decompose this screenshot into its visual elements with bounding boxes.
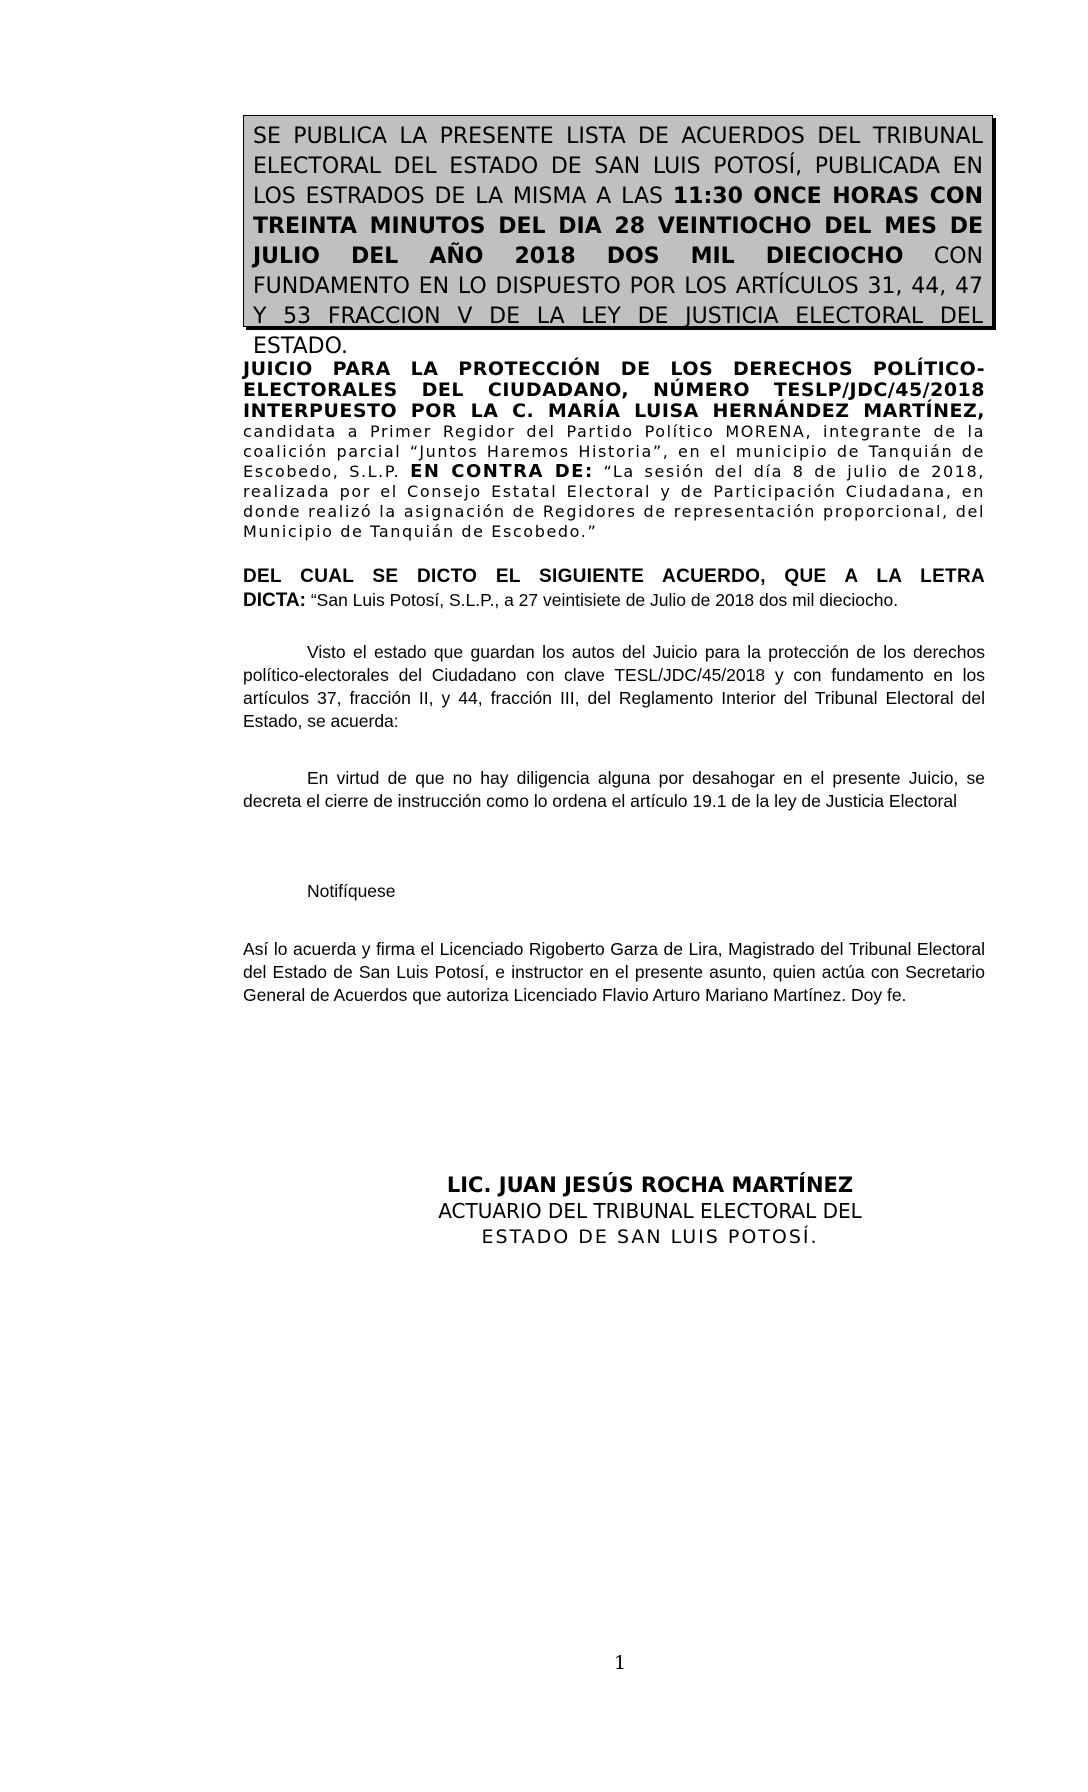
publication-notice-box <box>243 115 993 359</box>
paragraph-visto: Visto el estado que guardan los autos del Juicio para la protección de los derechos político-electorales del Ciudadano con clave TESL/JDC/45/2018 y con fundamento en los artículos 37, fracción II, y 44, fracción III, del Reglamento Interior del Tribunal Electoral del Estado, se acuerda: <box>243 642 985 731</box>
notice-text-bold: 11:30 ONCE HORAS CON TREINTA MINUTOS DEL DIA 28 VEINTIOCHO DEL MES DE JULIO DEL AÑO 2018 DOS MIL DIECIOCHO <box>253 184 983 269</box>
dicta-label: DICTA: <box>243 590 306 611</box>
signatory-name: LIC. JUAN JESÚS ROCHA MARTÍNEZ <box>446 1173 854 1197</box>
case-heading: JUICIO PARA LA PROTECCIÓN DE LOS DERECHOS POLÍTICO-ELECTORALES DEL CIUDADANO, NÚMERO TESLP/JDC/45/2018 INTERPUESTO POR LA C. MARÍA LUISA HERNÁNDEZ MARTÍNEZ, <box>243 358 985 422</box>
case-header <box>243 359 985 542</box>
paragraph-cierre: En virtud de que no hay diligencia alguna por desahogar en el presente Juicio, se decreta el cierre de instrucción como lo ordena el artículo 19.1 de la ley de Justicia Electoral <box>243 768 985 811</box>
paragraph-notifiquese: Notifíquese <box>307 881 396 901</box>
acuerdo-date-line <box>243 588 985 614</box>
page-number: 1 <box>613 1652 627 1674</box>
paragraph-firma: Así lo acuerda y firma el Licenciado Rigoberto Garza de Lira, Magistrado del Tribunal Electoral del Estado de San Luis Potosí, e instructor en el presente asunto, quien actúa con Secretario General de Acuerdos que autoriza Licenciado Flavio Arturo Mariano Martínez. Doy fe. <box>243 939 985 1005</box>
contra-label: EN CONTRA DE: <box>410 461 594 482</box>
signatory-title-line1: ACTUARIO DEL TRIBUNAL ELECTORAL DEL <box>438 1199 862 1223</box>
signatory-title-line2: ESTADO DE SAN LUIS POTOSÍ. <box>481 1226 819 1248</box>
signature-block <box>320 1172 980 1250</box>
notice-text-part2: CON FUNDAMENTO EN LO DISPUESTO POR LOS ARTÍCULOS 31, 44, 47 Y 53 FRACCION V DE LA LEY DE JUSTICIA ELECTORAL DEL ESTADO. <box>253 244 983 359</box>
acuerdo-date: “San Luis Potosí, S.L.P., a 27 veintisiete de Julio de 2018 dos mil dieciocho. <box>305 590 899 610</box>
candidate-text: candidata a Primer Regidor del Partido Político MORENA, integrante de la coalición parcial “Juntos Haremos Historia”, en el municipio de Tanquián de Escobedo, S.L.P. <box>243 422 985 481</box>
notice-text-part1: SE PUBLICA LA PRESENTE LISTA DE ACUERDOS DEL TRIBUNAL ELECTORAL DEL ESTADO DE SAN LUIS POTOSÍ, PUBLICADA EN LOS ESTRADOS DE LA MISMA A LAS <box>253 124 983 209</box>
contra-text: “La sesión del día 8 de julio de 2018, realizada por el Consejo Estatal Electoral y de Participación Ciudadana, en donde realizó la asignación de Regidores de representación proporcional, del Municipio de Tanquián de Escobedo.” <box>243 462 985 541</box>
acuerdo-intro: DEL CUAL SE DICTO EL SIGUIENTE ACUERDO, QUE A LA LETRA <box>243 566 985 587</box>
